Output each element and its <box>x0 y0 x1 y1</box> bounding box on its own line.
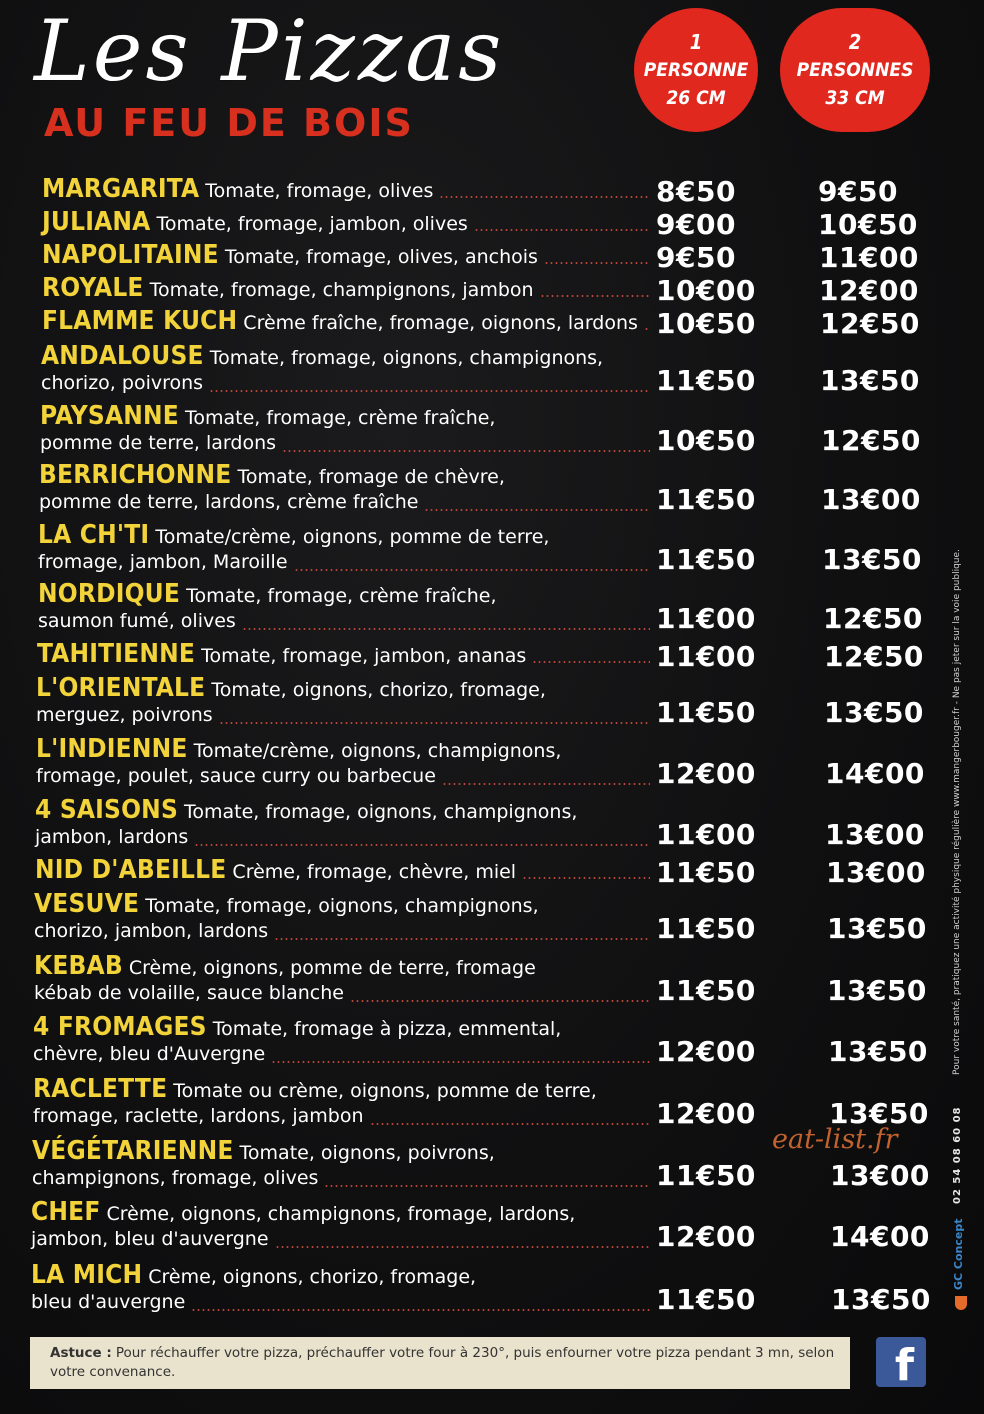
dotted-leader <box>324 1185 650 1187</box>
pizza-ingredients-continued: merguez, poivrons <box>36 704 213 726</box>
price-2-persons: 13€00 <box>825 818 925 851</box>
price-1-person: 8€50 <box>656 175 736 208</box>
watermark: eat-list.fr <box>772 1124 898 1155</box>
menu-item-line-1 <box>31 1199 575 1227</box>
price-2-persons: 12€50 <box>824 640 924 673</box>
price-1-person: 12€00 <box>656 1097 756 1130</box>
price-1-person: 10€50 <box>656 307 756 340</box>
dotted-leader <box>271 1061 650 1063</box>
price-2-persons: 13€50 <box>831 1283 931 1316</box>
price-1-person: 11€50 <box>656 1159 756 1192</box>
price-1-person: 10€00 <box>656 274 756 307</box>
pizza-name: NORDIQUE <box>38 579 181 609</box>
price-2-persons: 14€00 <box>830 1220 930 1253</box>
price-2-persons: 13€50 <box>822 543 922 576</box>
price-2-persons: 12€00 <box>819 274 919 307</box>
price-2-persons: 13€50 <box>824 696 924 729</box>
badge-number: 1 <box>689 30 703 54</box>
dotted-leader <box>274 938 650 940</box>
price-2-persons: 13€00 <box>821 483 921 516</box>
pizza-ingredients: Tomate, fromage, jambon, olives <box>156 213 468 235</box>
badge-size: 26 CM <box>666 87 726 109</box>
pizza-ingredients-continued: pomme de terre, lardons <box>40 432 277 454</box>
menu-item-line-1 <box>37 641 526 669</box>
price-2-persons: 13€00 <box>826 856 926 889</box>
pizza-ingredients: Tomate, fromage, oignons, champignons, <box>145 895 539 917</box>
dotted-leader <box>242 628 650 630</box>
printer-brand: GC Concept <box>952 1218 965 1290</box>
pizza-ingredients-continued: fromage, jambon, Maroille <box>38 551 288 573</box>
pizza-ingredients-continued: pomme de terre, lardons, crème fraîche <box>39 491 419 513</box>
badge-label: PERSONNE <box>643 59 749 81</box>
pizza-ingredients-continued: fromage, raclette, lardons, jambon <box>33 1105 364 1127</box>
pizza-ingredients-continued: chorizo, poivrons <box>41 372 204 394</box>
pizza-name: ROYALE <box>42 273 144 303</box>
price-1-person: 11€50 <box>656 483 756 516</box>
price-2-persons: 9€50 <box>818 175 898 208</box>
menu-item-line-1 <box>36 675 546 703</box>
dotted-leader <box>532 661 650 663</box>
pizza-ingredients: Tomate, fromage de chèvre, <box>237 466 505 488</box>
price-2-persons: 12€50 <box>821 424 921 457</box>
pizza-name: TAHITIENNE <box>37 639 196 669</box>
dotted-leader <box>474 229 650 231</box>
pizza-name: 4 FROMAGES <box>33 1012 207 1042</box>
pizza-ingredients: Tomate, fromage, oignons, champignons, <box>184 801 578 823</box>
pizza-ingredients: Tomate, fromage, oignons, champignons, <box>209 347 604 369</box>
price-1-person: 12€00 <box>656 757 756 790</box>
price-1-person: 12€00 <box>656 1035 756 1068</box>
pizza-ingredients: Tomate, oignons, chorizo, fromage, <box>211 679 546 701</box>
dotted-leader <box>439 196 650 198</box>
dotted-leader <box>282 450 650 452</box>
health-notice: Pour votre santé, pratiquez une activité physique régulière www.mangerbouger.fr - Ne pas jeter sur la voie publique. <box>952 549 962 1075</box>
price-1-person: 11€00 <box>656 602 756 635</box>
price-2-persons: 13€00 <box>830 1159 930 1192</box>
price-2-persons: 13€50 <box>829 1097 929 1130</box>
price-1-person: 10€50 <box>656 424 756 457</box>
pizza-name: ANDALOUSE <box>41 341 204 371</box>
pizza-name: CHEF <box>31 1197 101 1227</box>
printer-phone: 02 54 08 60 08 <box>952 1106 963 1204</box>
pizza-name: RACLETTE <box>33 1074 168 1104</box>
price-2-persons: 13€50 <box>828 1035 928 1068</box>
badge-label: PERSONNES <box>796 59 914 81</box>
facebook-icon[interactable]: f <box>876 1337 926 1387</box>
dotted-leader <box>219 722 650 724</box>
menu-item-line-1 <box>33 1076 597 1104</box>
tip-label: Astuce : <box>50 1345 112 1361</box>
price-1-person: 11€00 <box>656 818 756 851</box>
dotted-leader <box>522 877 650 879</box>
price-1-person: 11€50 <box>656 696 756 729</box>
price-1-person: 11€50 <box>656 912 756 945</box>
pizza-ingredients: Crème, fromage, chèvre, miel <box>232 861 517 883</box>
menu-item-line-1 <box>34 953 536 981</box>
pizza-name: NID D'ABEILLE <box>35 855 227 885</box>
price-2-persons: 14€00 <box>825 757 925 790</box>
pizza-ingredients-continued: fromage, poulet, sauce curry ou barbecue <box>36 765 436 787</box>
price-1-person: 12€00 <box>656 1220 756 1253</box>
pizza-ingredients: Tomate/crème, oignons, pomme de terre, <box>155 526 550 548</box>
pizza-ingredients-continued: chèvre, bleu d'Auvergne <box>33 1043 266 1065</box>
dotted-leader <box>275 1246 650 1248</box>
pizza-ingredients-continued: champignons, fromage, olives <box>32 1167 319 1189</box>
pizza-name: MARGARITA <box>42 174 200 204</box>
menu-item-line-1 <box>42 209 468 237</box>
pizza-ingredients: Tomate, fromage, jambon, ananas <box>201 645 527 667</box>
pizza-ingredients: Crème, oignons, chorizo, fromage, <box>148 1266 477 1288</box>
dotted-leader <box>209 390 650 392</box>
dotted-leader <box>350 1000 650 1002</box>
dotted-leader <box>294 569 650 571</box>
price-1-person: 11€50 <box>656 1283 756 1316</box>
tip-box <box>30 1337 850 1389</box>
pizza-name: NAPOLITAINE <box>42 240 219 270</box>
badge-size: 33 CM <box>825 87 885 109</box>
pizza-name: JULIANA <box>42 207 151 237</box>
pizza-name: LA MICH <box>31 1260 143 1290</box>
menu-item-line-1 <box>39 462 505 490</box>
dotted-leader <box>194 844 650 846</box>
pizza-name: BERRICHONNE <box>39 460 232 490</box>
menu-item-line-1 <box>38 581 497 609</box>
price-2-persons: 13€50 <box>820 364 920 397</box>
pizza-ingredients: Tomate/crème, oignons, champignons, <box>193 740 562 762</box>
price-1-person: 11€00 <box>656 640 756 673</box>
pizza-ingredients-continued: kébab de volaille, sauce blanche <box>34 982 344 1004</box>
dotted-leader <box>442 783 650 785</box>
pizza-ingredients: Tomate, fromage, olives <box>205 180 434 202</box>
pizza-ingredients: Tomate, fromage, champignons, jambon <box>149 279 534 301</box>
price-1-person: 9€00 <box>656 208 736 241</box>
pizza-ingredients: Tomate, fromage, crème fraîche, <box>185 407 496 429</box>
price-2-persons: 12€50 <box>820 307 920 340</box>
pizza-name: FLAMME KUCH <box>42 306 238 336</box>
price-1-person: 9€50 <box>656 241 736 274</box>
menu-item-line-1 <box>36 736 561 764</box>
dotted-leader <box>191 1309 650 1311</box>
menu-item-line-1 <box>32 1138 495 1166</box>
menu-item-line-1 <box>40 403 495 431</box>
badge-number: 2 <box>848 30 862 54</box>
pizza-ingredients: Crème, oignons, pomme de terre, fromage <box>128 957 536 979</box>
pizza-name: VÉGÉTARIENNE <box>32 1136 234 1166</box>
menu-item-line-1 <box>38 522 549 550</box>
pizza-name: L'INDIENNE <box>36 734 188 764</box>
menu-item-line-1 <box>42 176 433 204</box>
price-2-persons: 12€50 <box>823 602 923 635</box>
pizza-ingredients-continued: chorizo, jambon, lardons <box>34 920 269 942</box>
price-2-persons: 13€50 <box>827 974 927 1007</box>
page-subtitle: AU FEU DE BOIS <box>44 101 414 145</box>
price-2-persons: 13€50 <box>827 912 927 945</box>
pizza-ingredients-continued: jambon, lardons <box>35 826 189 848</box>
menu-item-line-1 <box>33 1014 561 1042</box>
dotted-leader <box>370 1123 650 1125</box>
pizza-ingredients: Tomate, oignons, poivrons, <box>239 1142 495 1164</box>
menu-item-line-1 <box>41 343 603 371</box>
pizza-name: VESUVE <box>34 889 140 919</box>
dotted-leader <box>424 509 650 511</box>
price-1-person: 11€50 <box>656 856 756 889</box>
pizza-name: LA CH'TI <box>38 520 150 550</box>
pizza-name: 4 SAISONS <box>35 795 179 825</box>
pizza-ingredients: Tomate ou crème, oignons, pomme de terre, <box>173 1080 597 1102</box>
menu-item-line-1 <box>35 857 516 885</box>
printer-logo-icon <box>955 1296 967 1310</box>
pizza-name: KEBAB <box>34 951 123 981</box>
dotted-leader <box>540 295 650 297</box>
pizza-ingredients: Tomate, fromage, crème fraîche, <box>186 585 497 607</box>
pizza-ingredients: Crème, oignons, champignons, fromage, lardons, <box>106 1203 576 1225</box>
dotted-leader <box>644 328 650 330</box>
price-2-persons: 11€00 <box>819 241 919 274</box>
page-title: Les Pizzas <box>34 2 505 100</box>
dotted-leader <box>544 262 650 264</box>
price-2-persons: 10€50 <box>818 208 918 241</box>
menu-item-line-1 <box>31 1262 476 1290</box>
menu-item-line-1 <box>42 275 534 303</box>
pizza-ingredients: Tomate, fromage à pizza, emmental, <box>212 1018 562 1040</box>
pizza-ingredients: Tomate, fromage, olives, anchois <box>224 246 538 268</box>
price-1-person: 11€50 <box>656 543 756 576</box>
menu-item-line-1 <box>35 797 577 825</box>
tip-text: Pour réchauffer votre pizza, préchauffer votre four à 230°, puis enfourner votre pizza pendant 3 mn, selon votre convenance. <box>50 1345 835 1380</box>
pizza-name: L'ORIENTALE <box>36 673 206 703</box>
pizza-ingredients-continued: bleu d'auvergne <box>31 1291 186 1313</box>
pizza-name: PAYSANNE <box>40 401 179 431</box>
menu-item-line-1 <box>34 891 539 919</box>
menu-item-line-1 <box>42 242 538 270</box>
price-1-person: 11€50 <box>656 364 756 397</box>
pizza-ingredients: Crème fraîche, fromage, oignons, lardons <box>243 312 638 334</box>
menu-item-line-1 <box>42 308 638 336</box>
pizza-ingredients-continued: saumon fumé, olives <box>38 610 236 632</box>
price-1-person: 11€50 <box>656 974 756 1007</box>
pizza-ingredients-continued: jambon, bleu d'auvergne <box>31 1228 269 1250</box>
